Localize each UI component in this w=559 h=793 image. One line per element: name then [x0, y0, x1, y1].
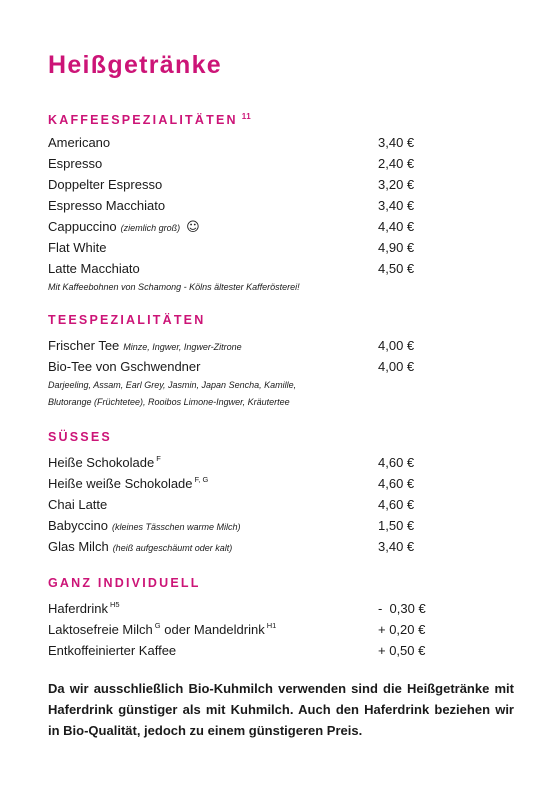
item-price: - 0,30 € — [378, 601, 426, 616]
section-heading — [48, 429, 514, 445]
item-note: (kleines Tässchen warme Milch) — [111, 522, 241, 532]
item-note: (heiß aufgeschäumt oder kalt) — [112, 543, 233, 553]
closing-note: Da wir ausschließlich Bio-Kuhmilch verwenden sind die Heißgetränke mit Haferdrink günstiger als mit Kuhmilch. Auch den Haferdrink beziehen wir in Bio-Qualität, jedoch zu einem günstigeren Preis. — [48, 681, 514, 738]
item-name-text: Cappuccino — [48, 219, 117, 234]
menu-item-row — [48, 174, 514, 195]
item-price: 1,50 € — [378, 518, 415, 533]
section-heading — [48, 109, 514, 125]
menu-item-row — [48, 494, 514, 515]
menu-item-row — [48, 619, 514, 640]
allergen-mark: F, G — [194, 475, 209, 484]
section-heading — [48, 312, 514, 328]
menu-item-name — [48, 195, 165, 216]
menu-item-name — [48, 494, 107, 515]
menu-item-name — [48, 515, 241, 538]
item-note: Minze, Ingwer, Ingwer-Zitrone — [123, 342, 242, 352]
item-name-text: Glas Milch — [48, 539, 109, 554]
item-price: 3,20 € — [378, 177, 415, 192]
menu-item-name — [48, 473, 208, 494]
menu-item-row — [48, 237, 514, 258]
menu-item-name — [48, 598, 120, 619]
item-name-text: Espresso Macchiato — [48, 198, 166, 213]
menu-item-row — [48, 536, 514, 557]
section-heading-label: SÜSSES — [48, 430, 112, 444]
menu-item-row — [48, 153, 514, 174]
item-price: + 0,20 € — [378, 622, 426, 637]
item-name-text: Espresso — [48, 156, 103, 171]
menu-item-row — [48, 452, 514, 473]
section-footnote: Mit Kaffeebohnen von Schamong - Kölns ältester Kafferösterei! — [48, 282, 300, 292]
section-kaffeespezialitaeten — [48, 109, 514, 296]
item-price: 4,60 € — [378, 497, 415, 512]
menu-item-row — [48, 598, 514, 619]
allergen-mark: 11 — [241, 112, 252, 121]
item-name-text: Babyccino — [48, 518, 108, 533]
menu-item-name — [48, 174, 162, 195]
menu-item-name — [48, 356, 200, 377]
item-price: 4,50 € — [378, 261, 415, 276]
section-heading-label: KAFFEESPEZIALITÄTEN — [48, 113, 238, 127]
item-note: (ziemlich groß) — [120, 223, 181, 233]
menu-item-row — [48, 195, 514, 216]
menu-item-name — [48, 536, 232, 559]
item-name-text: Haferdrink — [48, 601, 108, 616]
item-name-text: Heiße Schokolade — [48, 455, 155, 470]
section-heading-label: GANZ INDIVIDUELL — [48, 576, 201, 590]
section-suesses — [48, 429, 514, 557]
item-name-text: Chai Latte — [48, 497, 108, 512]
page-title: Heißgetränke — [48, 51, 222, 79]
item-price: 3,40 € — [378, 198, 415, 213]
item-price: 4,60 € — [378, 476, 415, 491]
menu-item-row — [48, 515, 514, 536]
item-name-text: Entkoffeinierter Kaffee — [48, 643, 177, 658]
item-price: 4,60 € — [378, 455, 415, 470]
menu-item-row — [48, 258, 514, 279]
allergen-mark: H1 — [266, 621, 277, 630]
item-price: 4,90 € — [378, 240, 415, 255]
menu-item-name — [48, 452, 161, 473]
section-teespezialitaeten — [48, 312, 514, 411]
menu-item-name — [48, 335, 242, 358]
item-name-text: Flat White — [48, 240, 107, 255]
section-heading — [48, 575, 514, 591]
item-price: 4,40 € — [378, 219, 415, 234]
item-name-text: Frischer Tee — [48, 338, 120, 353]
smiley-icon: ☺ — [186, 220, 200, 235]
item-price: 4,00 € — [378, 338, 415, 353]
menu-item-row — [48, 356, 514, 377]
item-name-text: Bio-Tee von Gschwendner — [48, 359, 201, 374]
item-price: 3,40 € — [378, 135, 415, 150]
allergen-mark: G — [154, 621, 161, 630]
menu-item-row — [48, 640, 514, 661]
menu-item-row — [48, 335, 514, 356]
item-price: 4,00 € — [378, 359, 415, 374]
menu-item-row — [48, 473, 514, 494]
section-footnote: Darjeeling, Assam, Earl Grey, Jasmin, Japan Sencha, Kamille, — [48, 380, 297, 390]
item-name-text: oder Mandeldrink — [164, 622, 265, 637]
item-price: 3,40 € — [378, 539, 415, 554]
menu-item-name — [48, 640, 176, 661]
menu-item-name — [48, 237, 107, 258]
item-name-text: Laktosefreie Milch — [48, 622, 153, 637]
menu-item-name — [48, 216, 200, 239]
menu-item-name — [48, 153, 102, 174]
section-heading-label: TEESPEZIALITÄTEN — [48, 313, 206, 327]
item-price: 2,40 € — [378, 156, 415, 171]
menu-item-name — [48, 619, 276, 640]
section-ganz-individuell — [48, 575, 514, 661]
menu-item-name — [48, 258, 140, 279]
menu-item-row — [48, 132, 514, 153]
allergen-mark: F — [156, 454, 161, 463]
menu-item-name — [48, 132, 110, 153]
item-name-text: Heiße weiße Schokolade — [48, 476, 193, 491]
item-name-text: Doppelter Espresso — [48, 177, 163, 192]
menu-item-row — [48, 216, 514, 237]
item-name-text: Americano — [48, 135, 111, 150]
item-name-text: Latte Macchiato — [48, 261, 140, 276]
allergen-mark: H5 — [109, 600, 120, 609]
item-price: + 0,50 € — [378, 643, 426, 658]
section-footnote: Blutorange (Früchtetee), Rooibos Limone-Ingwer, Kräutertee — [48, 397, 290, 407]
